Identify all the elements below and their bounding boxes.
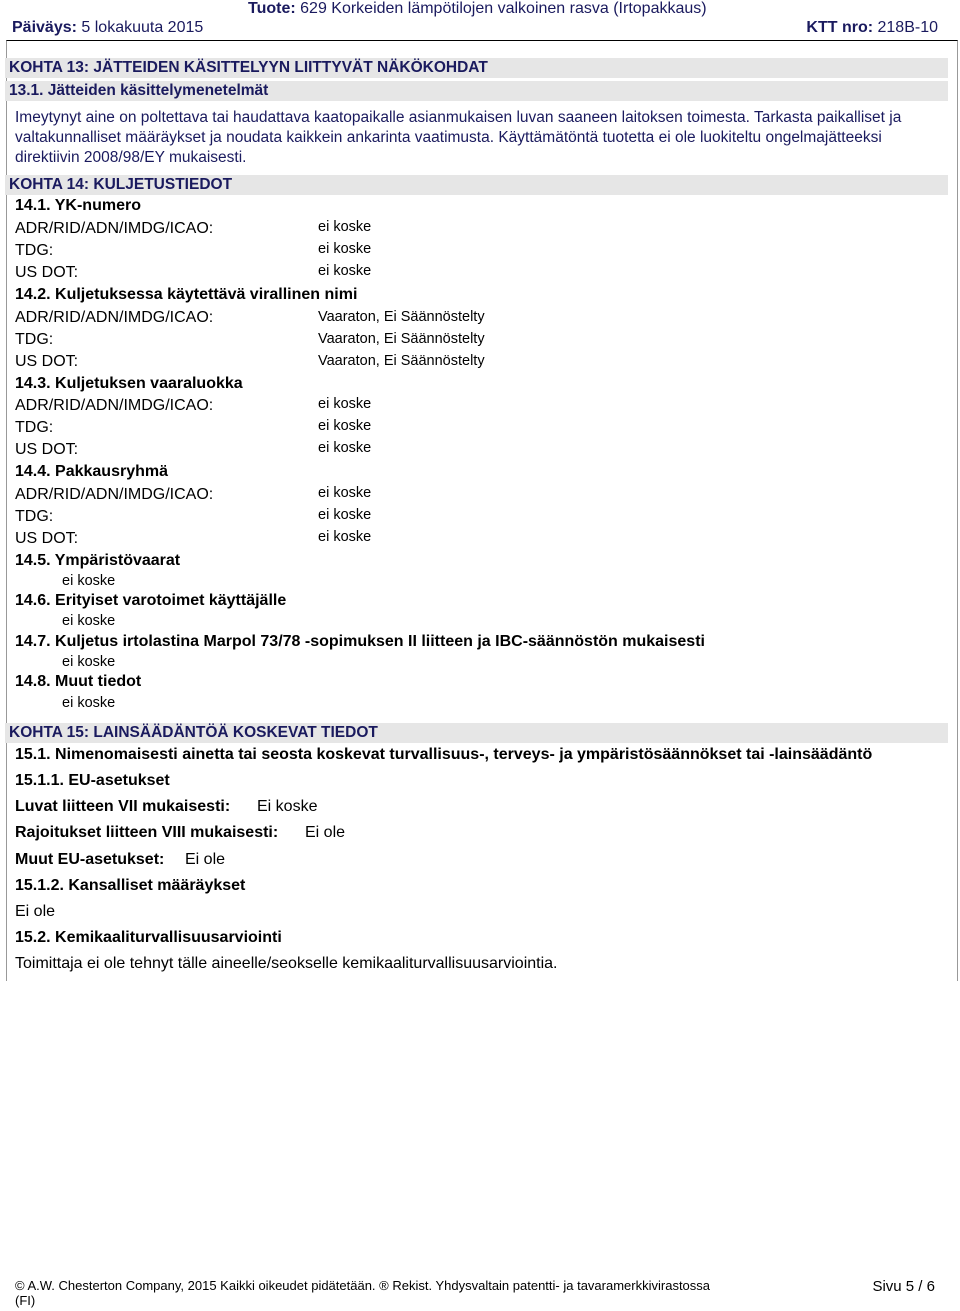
other-info-value: ei koske [62, 695, 116, 711]
page-number: Sivu 5 / 6 [872, 1278, 935, 1295]
page-footer [15, 1278, 935, 1308]
other-info-heading: 14.8. Muut tiedot [15, 673, 142, 690]
regulations-heading: 15.1. Nimenomaisesti ainetta tai seosta koskevat turvallisuus-, terveys- ja ympäristösäännökset tai -lainsäädäntö [15, 746, 873, 763]
usdot-label: US DOT: [15, 441, 79, 458]
section-13-1-title: 13.1. Jätteiden käsittelymenetelmät [5, 81, 948, 101]
language-code: (FI) [15, 1293, 36, 1308]
adr-label: ADR/RID/ADN/IMDG/ICAO: [15, 309, 214, 326]
tdg-value: ei koske [318, 507, 372, 523]
bulk-transport-heading: 14.7. Kuljetus irtolastina Marpol 73/78 -sopimuksen II liitteen ja IBC-säännöstön mukaisesti [15, 633, 705, 650]
tdg-value: ei koske [318, 241, 372, 257]
usdot-label: US DOT: [15, 530, 79, 547]
national-regulations-value: Ei ole [15, 903, 56, 920]
un-number-heading: 14.1. YK-numero [15, 197, 141, 214]
tdg-label: TDG: [15, 242, 54, 259]
special-precautions-heading: 14.6. Erityiset varotoimet käyttäjälle [15, 592, 287, 609]
other-eu-label: Muut EU-asetukset: [15, 851, 165, 868]
usdot-label: US DOT: [15, 353, 79, 370]
usdot-value: Vaaraton, Ei Säännöstelty [318, 353, 485, 369]
tdg-value: ei koske [318, 418, 372, 434]
disposal-text-line-3: direktiivin 2008/98/EY mukaisesti. [15, 149, 247, 166]
section-13-title: KOHTA 13: JÄTTEIDEN KÄSITTELYYN LIITTYVÄT NÄKÖKOHDAT [5, 58, 948, 78]
environmental-hazards-heading: 14.5. Ympäristövaarat [15, 552, 181, 569]
usdot-value: ei koske [318, 529, 372, 545]
packing-group-heading: 14.4. Pakkausryhmä [15, 463, 168, 480]
tdg-label: TDG: [15, 508, 54, 525]
special-precautions-value: ei koske [62, 613, 116, 629]
environmental-hazards-value: ei koske [62, 573, 116, 589]
authorisations-value: Ei koske [257, 798, 318, 815]
national-regulations-heading: 15.1.2. Kansalliset määräykset [15, 877, 246, 894]
adr-value: ei koske [318, 396, 372, 412]
adr-label: ADR/RID/ADN/IMDG/ICAO: [15, 220, 214, 237]
adr-label: ADR/RID/ADN/IMDG/ICAO: [15, 397, 214, 414]
tdg-label: TDG: [15, 331, 54, 348]
section-14-title: KOHTA 14: KULJETUSTIEDOT [5, 175, 948, 195]
copyright-text: © A.W. Chesterton Company, 2015 Kaikki oikeudet pidätetään. ® Rekist. Yhdysvaltain patentti- ja tavaramerkkivirastossa [15, 1278, 711, 1293]
restrictions-value: Ei ole [305, 824, 346, 841]
disposal-text-line-1: Imeytynyt aine on poltettava tai haudattava kaatopaikalle asianmukaisen luvan saaneen laitoksen toimesta. Tarkasta paikalliset ja [15, 109, 902, 126]
section-15-title: KOHTA 15: LAINSÄÄDÄNTÖÄ KOSKEVAT TIEDOT [5, 723, 948, 743]
authorisations-label: Luvat liitteen VII mukaisesti: [15, 798, 231, 815]
tdg-value: Vaaraton, Ei Säännöstelty [318, 331, 485, 347]
bulk-transport-value: ei koske [62, 654, 116, 670]
date: Päiväys: 5 lokakuuta 2015 [12, 19, 204, 36]
hazard-class-heading: 14.3. Kuljetuksen vaaraluokka [15, 375, 243, 392]
adr-value: ei koske [318, 485, 372, 501]
chemical-safety-heading: 15.2. Kemikaaliturvallisuusarviointi [15, 929, 282, 946]
disposal-text-line-2: valtakunnalliset määräykset ja noudata kaikkein ankarinta vaatimusta. Käyttämätöntä tuotetta ei ole luokiteltu ongelmajätteeksi [15, 129, 882, 146]
shipping-name-heading: 14.2. Kuljetuksessa käytettävä virallinen nimi [15, 286, 358, 303]
tdg-label: TDG: [15, 419, 54, 436]
adr-value: Vaaraton, Ei Säännöstelty [318, 309, 485, 325]
adr-value: ei koske [318, 219, 372, 235]
adr-label: ADR/RID/ADN/IMDG/ICAO: [15, 486, 214, 503]
chemical-safety-text: Toimittaja ei ole tehnyt tälle aineelle/seokselle kemikaaliturvallisuusarviointia. [15, 955, 558, 972]
usdot-value: ei koske [318, 263, 372, 279]
ktt-number: KTT nro: 218B-10 [806, 19, 938, 36]
restrictions-label: Rajoitukset liitteen VIII mukaisesti: [15, 824, 279, 841]
usdot-label: US DOT: [15, 264, 79, 281]
eu-regulations-heading: 15.1.1. EU-asetukset [15, 772, 170, 789]
usdot-value: ei koske [318, 440, 372, 456]
product-line: Tuote: 629 Korkeiden lämpötilojen valkoinen rasva (Irtopakkaus) [248, 0, 707, 17]
product-name: 629 Korkeiden lämpötilojen valkoinen rasva (Irtopakkaus) [300, 0, 707, 17]
other-eu-value: Ei ole [185, 851, 226, 868]
